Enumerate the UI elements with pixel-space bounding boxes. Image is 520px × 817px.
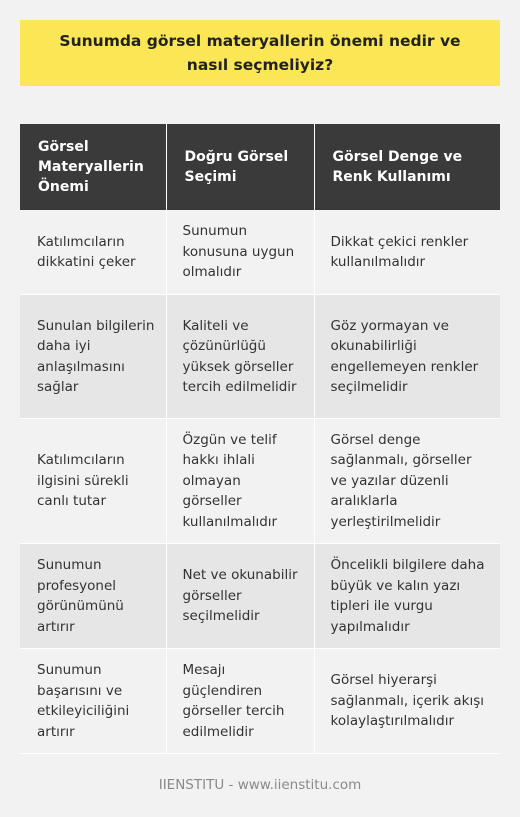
title-banner: [20, 20, 500, 86]
table-row: [20, 210, 500, 295]
table-row: [20, 649, 500, 754]
table-header-row: [20, 124, 500, 210]
table-row: [20, 295, 500, 419]
table-cell: Net ve okunabilir görseller seçilmelidir: [166, 544, 314, 649]
footer-credit: IIENSTITU - www.iienstitu.com: [158, 777, 362, 793]
table-cell: Sunumun konusuna uygun olmalıdır: [166, 210, 314, 295]
comparison-table: [20, 124, 500, 754]
table-cell: Öncelikli bilgilere daha büyük ve kalın yazı tipleri ile vurgu yapılmalıdır: [314, 544, 500, 649]
table-cell: Görsel denge sağlanmalı, görseller ve yazılar düzenli aralıklarla yerleştirilmelidir: [314, 419, 500, 544]
table-row: [20, 419, 500, 544]
table-row: [20, 544, 500, 649]
table-cell: Mesajı güçlendiren görseller tercih edilmelidir: [166, 649, 314, 754]
table-cell: Görsel hiyerarşi sağlanmalı, içerik akışı kolaylaştırılmalıdır: [314, 649, 500, 754]
table-cell: Katılımcıların ilgisini sürekli canlı tutar: [20, 419, 166, 544]
table-cell: Sunumun profesyonel görünümünü artırır: [20, 544, 166, 649]
column-header: Doğru Görsel Seçimi: [166, 124, 314, 210]
table-cell: Sunulan bilgilerin daha iyi anlaşılmasını sağlar: [20, 295, 166, 419]
table-cell: Dikkat çekici renkler kullanılmalıdır: [314, 210, 500, 295]
column-header: Görsel Materyallerin Önemi: [20, 124, 166, 210]
table-cell: Kaliteli ve çözünürlüğü yüksek görseller tercih edilmelidir: [166, 295, 314, 419]
column-header: Görsel Denge ve Renk Kullanımı: [314, 124, 500, 210]
page-title: Sunumda görsel materyallerin önemi nedir ve nasıl seçmeliyiz?: [59, 32, 461, 74]
table-cell: Göz yormayan ve okunabilirliği engellemeyen renkler seçilmelidir: [314, 295, 500, 419]
table-cell: Özgün ve telif hakkı ihlali olmayan görseller kullanılmalıdır: [166, 419, 314, 544]
table-cell: Sunumun başarısını ve etkileyiciliğini artırır: [20, 649, 166, 754]
table-cell: Katılımcıların dikkatini çeker: [20, 210, 166, 295]
